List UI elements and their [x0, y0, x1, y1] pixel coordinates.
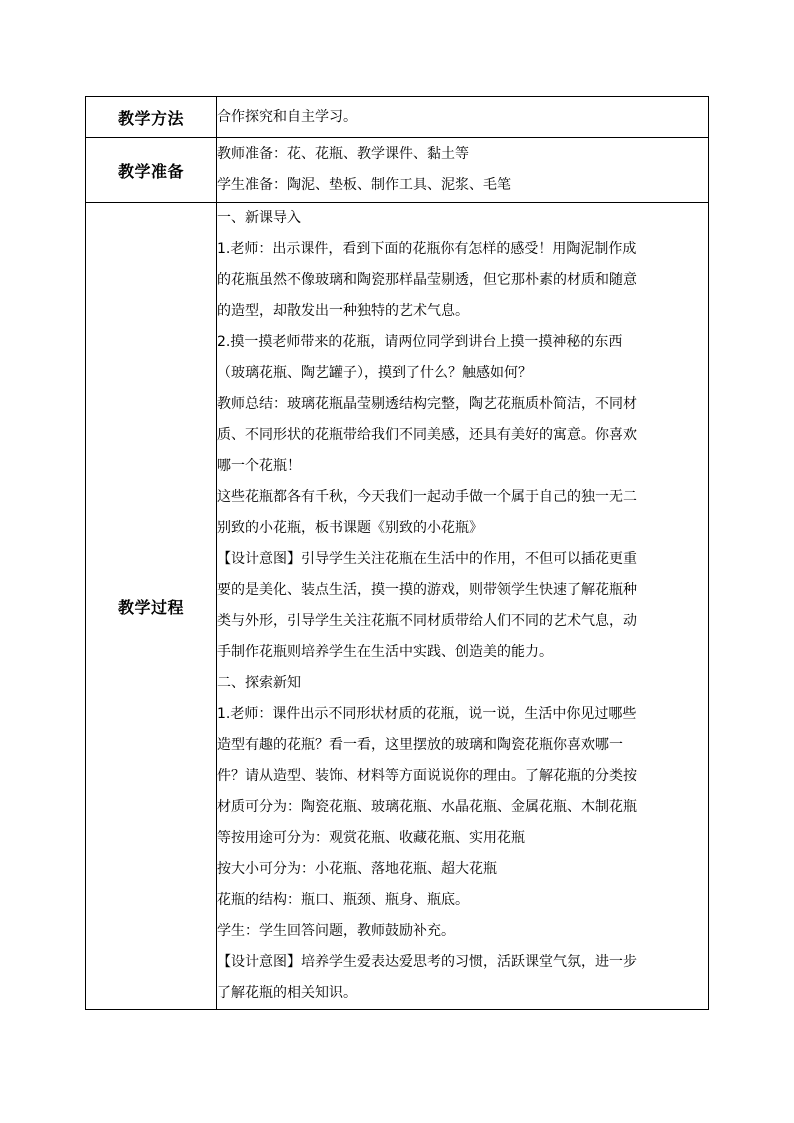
paragraph-line: 件？请从造型、装饰、材料等方面说说你的理由。了解花瓶的分类按 — [217, 768, 637, 784]
paragraph-line: 了解花瓶的相关知识。 — [217, 985, 357, 1001]
teaching-prep-content — [217, 138, 709, 203]
paragraph-line: （玻璃花瓶、陶艺罐子），摸到了什么？触感如何？ — [217, 365, 532, 381]
teaching-method-row — [86, 97, 709, 138]
design-intent-line: 【设计意图】培养学生爱表达爱思考的习惯，活跃课堂气氛，进一步 — [217, 954, 637, 970]
paragraph-line: 别致的小花瓶，板书课题《别致的小花瓶》 — [217, 520, 483, 536]
teaching-prep-label: 教学准备 — [86, 138, 217, 203]
teaching-process-label: 教学过程 — [86, 203, 217, 1010]
teaching-method-label: 教学方法 — [86, 97, 217, 138]
paragraph-line: 类与外形，引导学生关注花瓶不同材质带给人们不同的艺术气息，动 — [217, 613, 637, 629]
lesson-plan-table — [85, 96, 709, 1010]
paragraph-line: 这些花瓶都各有千秋，今天我们一起动手做一个属于自己的独一无二 — [217, 489, 637, 505]
teaching-method-content: 合作探究和自主学习。 — [217, 97, 709, 138]
teaching-process-row — [86, 203, 709, 1010]
paragraph-line: 的花瓶虽然不像玻璃和陶瓷那样晶莹剔透，但它那朴素的材质和随意 — [217, 272, 637, 288]
paragraph-line: 的造型，却散发出一种独特的艺术气息。 — [217, 303, 469, 319]
paragraph-line: 造型有趣的花瓶？看一看，这里摆放的玻璃和陶瓷花瓶你喜欢哪一 — [217, 737, 623, 753]
paragraph-line: 要的是美化、装点生活，摸一摸的游戏，则带领学生快速了解花瓶种 — [217, 582, 637, 598]
paragraph-line: 按大小可分为：小花瓶、落地花瓶、超大花瓶 — [217, 861, 497, 877]
paragraph-line: 1.老师：出示课件，看到下面的花瓶你有怎样的感受！用陶泥制作成 — [217, 241, 637, 257]
design-intent-line: 【设计意图】引导学生关注花瓶在生活中的作用，不但可以插花更重 — [217, 551, 637, 567]
teaching-prep-row — [86, 138, 709, 203]
section-heading-explore: 二、探索新知 — [217, 675, 301, 691]
paragraph-line: 手制作花瓶则培养学生在生活中实践、创造美的能力。 — [217, 644, 553, 660]
paragraph-line: 1.老师：课件出示不同形状材质的花瓶，说一说，生活中你见过哪些 — [217, 706, 637, 722]
student-prep-line: 学生准备：陶泥、垫板、制作工具、泥浆、毛笔 — [217, 177, 511, 193]
section-heading-intro: 一、新课导入 — [217, 210, 301, 226]
paragraph-line: 学生：学生回答问题，教师鼓励补充。 — [217, 923, 455, 939]
paragraph-line: 花瓶的结构：瓶口、瓶颈、瓶身、瓶底。 — [217, 892, 469, 908]
paragraph-line: 2.摸一摸老师带来的花瓶，请两位同学到讲台上摸一摸神秘的东西 — [217, 334, 623, 350]
teaching-process-content — [217, 203, 709, 1010]
paragraph-line: 等按用途可分为：观赏花瓶、收藏花瓶、实用花瓶 — [217, 830, 525, 846]
paragraph-line: 教师总结：玻璃花瓶晶莹剔透结构完整，陶艺花瓶质朴简洁，不同材 — [217, 396, 637, 412]
teacher-prep-line: 教师准备：花、花瓶、教学课件、黏土等 — [217, 146, 469, 162]
paragraph-line: 材质可分为：陶瓷花瓶、玻璃花瓶、水晶花瓶、金属花瓶、木制花瓶 — [217, 799, 637, 815]
paragraph-line: 质、不同形状的花瓶带给我们不同美感，还具有美好的寓意。你喜欢 — [217, 427, 637, 443]
paragraph-line: 哪一个花瓶！ — [217, 458, 301, 474]
